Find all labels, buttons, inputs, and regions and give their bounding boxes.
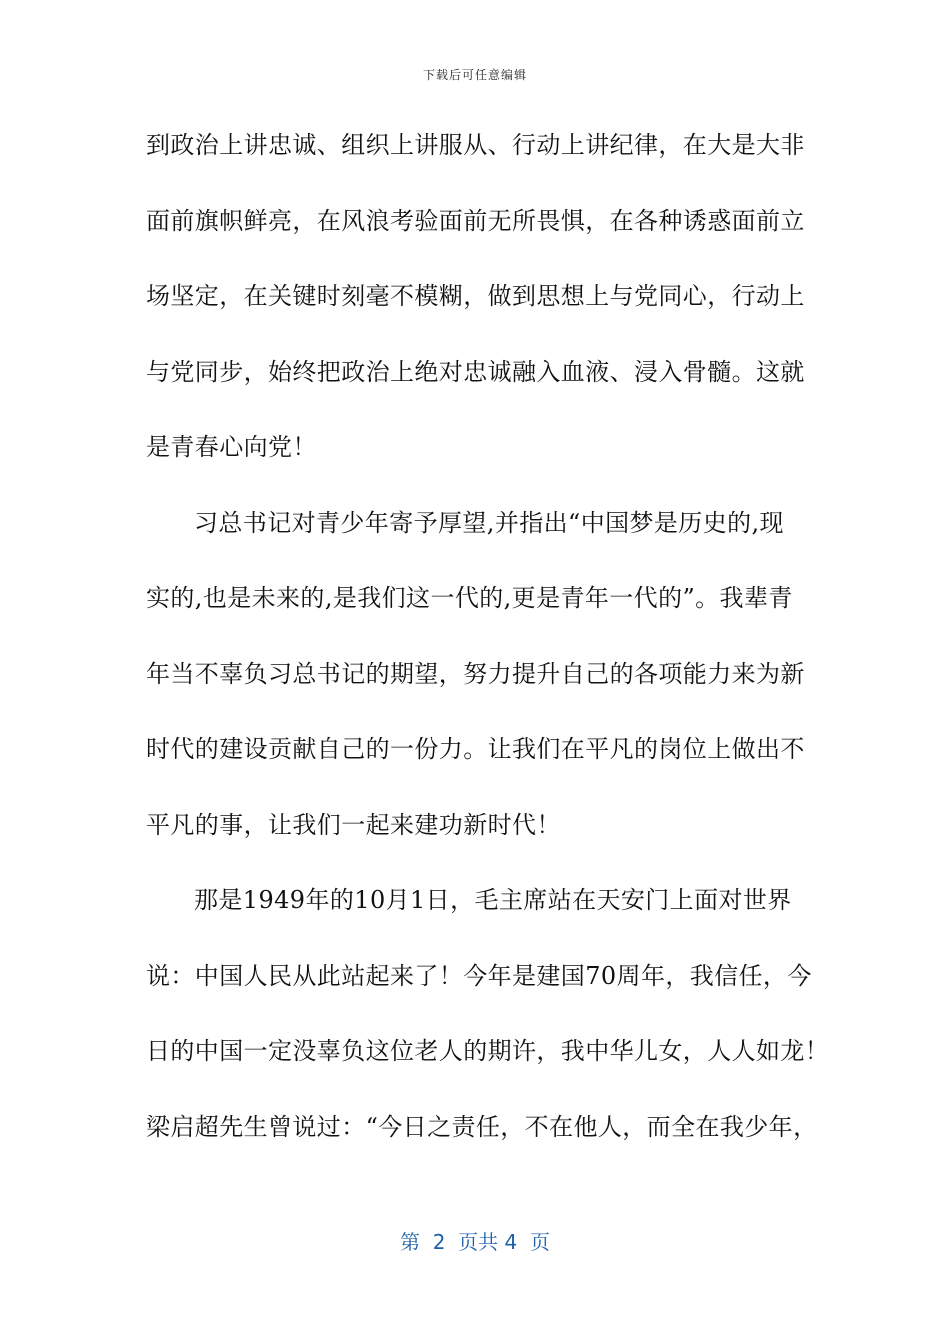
paragraph-start-line: 习总书记对青少年寄予厚望,并指出“中国梦是历史的,现: [194, 508, 784, 537]
text-line: 时代的建设贡献自己的一份力。让我们在平凡的岗位上做出不: [146, 735, 805, 763]
text-line: 场坚定，在关键时刻毫不模糊，做到思想上与党同心，行动上: [146, 282, 805, 310]
text-line: 到政治上讲忠诚、组织上讲服从、行动上讲纪律，在大是大非: [146, 131, 805, 159]
text-line: 面前旗帜鲜亮，在风浪考验面前无所畏惧，在各种诱惑面前立: [146, 206, 805, 235]
text-line: 平凡的事，让我们一起来建功新时代！: [146, 810, 561, 839]
text-line: 日的中国一定没辜负这位老人的期许，我中华儿女，人人如龙！: [146, 1037, 830, 1065]
text-line: 与党同步，始终把政治上绝对忠诚融入血液、浸入骨髓。这就: [146, 357, 805, 386]
text-line: 说：中国人民从此站起来了！今年是建国70周年，我信任，今: [146, 961, 812, 990]
page-header: 下载后可任意编辑: [422, 68, 527, 82]
document-body: [146, 121, 830, 1178]
text-line: 梁启超先生曾说过：“今日之责任，不在他人，而全在我少年，: [146, 1112, 818, 1141]
text-line: 实的,也是未来的,是我们这一代的,更是青年一代的”。我辈青: [146, 584, 793, 612]
text-line: 年当不辜负习总书记的期望，努力提升自己的各项能力来为新: [146, 659, 805, 688]
paragraph-start-line: 那是1949年的10月1日，毛主席站在天安门上面对世界: [194, 886, 792, 914]
page-number-footer: 第 2 页共 4 页: [400, 1230, 550, 1254]
text-line: 是青春心向党！: [146, 433, 317, 461]
